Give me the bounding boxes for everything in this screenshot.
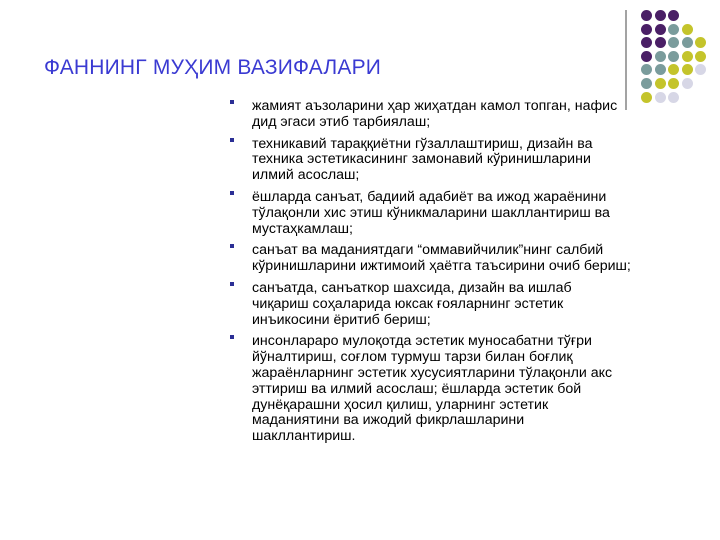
- decorative-dot: [682, 64, 693, 75]
- bullet-text: ёшларда санъат, бадиий адабиёт ва ижод жараёнини тўлақонли хис этиш кўникмаларини шакллантириш ва мустаҳкамлаш;: [252, 188, 610, 237]
- decorative-dot: [655, 24, 666, 35]
- square-bullet-icon: [230, 335, 234, 339]
- decorative-dot: [668, 24, 679, 35]
- decorative-dot: [655, 37, 666, 48]
- bullet-text: санъатда, санъаткор шахсида, дизайн ва ишлаб чиқариш соҳаларида юксак ғояларнинг эстетик инъикосини ёритиб бериш;: [252, 279, 572, 328]
- decorative-dot: [682, 24, 693, 35]
- square-bullet-icon: [230, 191, 234, 195]
- decorative-dot: [641, 37, 652, 48]
- decorative-dot: [668, 78, 679, 89]
- bullet-text: жамият аъзоларини ҳар жиҳатдан камол топган, нафис дид эгаси этиб тарбиялаш;: [252, 98, 618, 130]
- bullet-item: [230, 243, 700, 275]
- decorative-dot: [655, 78, 666, 89]
- decorative-dot: [655, 51, 666, 62]
- bullet-item: [230, 334, 700, 445]
- decorative-dot: [668, 51, 679, 62]
- decorative-dot: [682, 51, 693, 62]
- square-bullet-icon: [230, 138, 234, 142]
- decorative-dot: [655, 64, 666, 75]
- bullet-item: [230, 99, 700, 131]
- bullet-item: [230, 281, 700, 328]
- decorative-dot: [682, 78, 693, 89]
- bullet-item: [230, 190, 700, 237]
- decorative-dot: [641, 51, 652, 62]
- bullet-text: санъат ва маданиятдаги “оммавийчилик”нинг салбий кўринишларини ижтимоий ҳаётга таъсирини очиб бериш;: [252, 242, 631, 275]
- decorative-dot: [641, 64, 652, 75]
- decorative-dot: [641, 10, 652, 21]
- decorative-dot: [682, 37, 693, 48]
- square-bullet-icon: [230, 100, 234, 104]
- decorative-dot: [695, 37, 706, 48]
- decorative-dot: [641, 78, 652, 89]
- bullet-item: [230, 137, 700, 184]
- bullet-text: инсонлараро мулоқотда эстетик муносабатни тўғри йўналтириш, соғлом турмуш тарзи билан боғлиқ жараёнларнинг эстетик хусусиятларини тўлақонли акс эттириш ва илмий асослаш; ёшларда эстетик бой дунёқарашни ҳосил қилиш, уларнинг эстетик маданиятини ва ижодий фикрлашларини шакллантириш.: [252, 333, 613, 445]
- square-bullet-icon: [230, 282, 234, 286]
- decorative-dot: [695, 64, 706, 75]
- bullet-list: [230, 99, 700, 451]
- decorative-dot: [655, 10, 666, 21]
- decorative-dot: [668, 37, 679, 48]
- slide-title: ФАННИНГ МУҲИМ ВАЗИФАЛАРИ: [44, 56, 382, 79]
- decorative-dot: [695, 51, 706, 62]
- decorative-dot: [668, 64, 679, 75]
- bullet-text: техникавий тараққиётни гўзаллаштириш, дизайн ва техника эстетикасининг замонавий кўринишларини илмий асослаш;: [252, 135, 593, 184]
- decorative-dot: [668, 10, 679, 21]
- square-bullet-icon: [230, 244, 234, 248]
- decorative-dot: [641, 24, 652, 35]
